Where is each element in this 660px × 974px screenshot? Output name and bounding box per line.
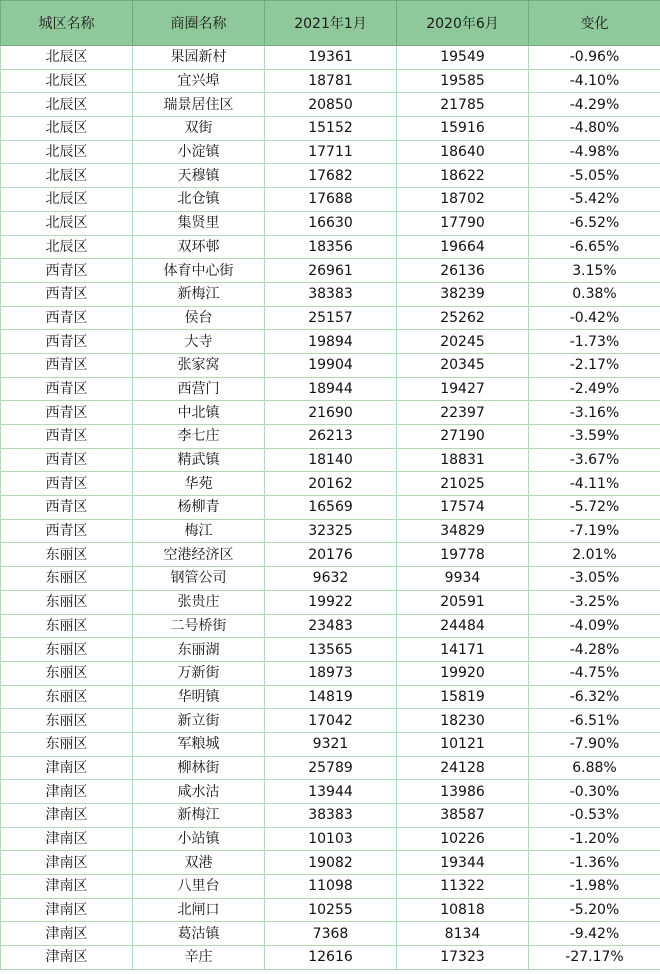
table-header bbox=[1, 1, 660, 46]
table-row bbox=[1, 756, 660, 780]
table-row bbox=[1, 804, 660, 828]
cell-2020-jun: 17790 bbox=[397, 211, 529, 235]
cell-2020-jun: 21785 bbox=[397, 93, 529, 117]
cell-business-area: 侯台 bbox=[133, 306, 265, 330]
cell-district: 西青区 bbox=[1, 353, 133, 377]
cell-business-area: 李七庄 bbox=[133, 425, 265, 449]
cell-business-area: 张家窝 bbox=[133, 353, 265, 377]
cell-business-area: 柳林街 bbox=[133, 756, 265, 780]
cell-district: 北辰区 bbox=[1, 93, 133, 117]
cell-district: 北辰区 bbox=[1, 117, 133, 141]
cell-business-area: 华苑 bbox=[133, 472, 265, 496]
cell-business-area: 双港 bbox=[133, 851, 265, 875]
header-row bbox=[1, 1, 660, 46]
cell-2021-jan: 25157 bbox=[265, 306, 397, 330]
header-2021-jan: 2021年1月 bbox=[265, 1, 397, 46]
cell-business-area: 辛庄 bbox=[133, 946, 265, 970]
cell-change: -0.30% bbox=[529, 780, 660, 804]
cell-2021-jan: 26961 bbox=[265, 259, 397, 283]
cell-2020-jun: 19585 bbox=[397, 69, 529, 93]
cell-business-area: 西营门 bbox=[133, 377, 265, 401]
cell-2020-jun: 14171 bbox=[397, 638, 529, 662]
cell-change: -4.11% bbox=[529, 472, 660, 496]
table-row bbox=[1, 496, 660, 520]
table-row bbox=[1, 448, 660, 472]
cell-change: -4.75% bbox=[529, 661, 660, 685]
cell-business-area: 葛沽镇 bbox=[133, 922, 265, 946]
cell-district: 北辰区 bbox=[1, 69, 133, 93]
cell-2020-jun: 27190 bbox=[397, 425, 529, 449]
cell-2020-jun: 10818 bbox=[397, 898, 529, 922]
cell-2021-jan: 15152 bbox=[265, 117, 397, 141]
cell-district: 北辰区 bbox=[1, 140, 133, 164]
cell-business-area: 咸水沽 bbox=[133, 780, 265, 804]
cell-2020-jun: 26136 bbox=[397, 259, 529, 283]
cell-change: -3.25% bbox=[529, 590, 660, 614]
table-row bbox=[1, 235, 660, 259]
cell-2021-jan: 25789 bbox=[265, 756, 397, 780]
cell-2020-jun: 18622 bbox=[397, 164, 529, 188]
cell-change: 2.01% bbox=[529, 543, 660, 567]
cell-2021-jan: 23483 bbox=[265, 614, 397, 638]
cell-change: -4.80% bbox=[529, 117, 660, 141]
cell-change: -27.17% bbox=[529, 946, 660, 970]
cell-district: 北辰区 bbox=[1, 164, 133, 188]
cell-change: -6.52% bbox=[529, 211, 660, 235]
table-row bbox=[1, 590, 660, 614]
cell-2021-jan: 38383 bbox=[265, 282, 397, 306]
cell-change: -7.90% bbox=[529, 732, 660, 756]
table-row bbox=[1, 922, 660, 946]
cell-change: -0.96% bbox=[529, 46, 660, 70]
cell-district: 津南区 bbox=[1, 804, 133, 828]
cell-district: 西青区 bbox=[1, 330, 133, 354]
cell-district: 津南区 bbox=[1, 827, 133, 851]
cell-2021-jan: 9321 bbox=[265, 732, 397, 756]
cell-2020-jun: 21025 bbox=[397, 472, 529, 496]
table-row bbox=[1, 827, 660, 851]
cell-business-area: 新梅江 bbox=[133, 804, 265, 828]
cell-2021-jan: 17688 bbox=[265, 188, 397, 212]
cell-business-area: 八里台 bbox=[133, 875, 265, 899]
cell-business-area: 华明镇 bbox=[133, 685, 265, 709]
cell-business-area: 果园新村 bbox=[133, 46, 265, 70]
cell-district: 西青区 bbox=[1, 472, 133, 496]
cell-2021-jan: 19361 bbox=[265, 46, 397, 70]
cell-2021-jan: 7368 bbox=[265, 922, 397, 946]
table-row bbox=[1, 330, 660, 354]
cell-2020-jun: 19549 bbox=[397, 46, 529, 70]
cell-business-area: 体育中心街 bbox=[133, 259, 265, 283]
cell-2021-jan: 13565 bbox=[265, 638, 397, 662]
cell-2020-jun: 19778 bbox=[397, 543, 529, 567]
cell-district: 北辰区 bbox=[1, 188, 133, 212]
cell-2020-jun: 25262 bbox=[397, 306, 529, 330]
table-row bbox=[1, 519, 660, 543]
cell-2020-jun: 17574 bbox=[397, 496, 529, 520]
table-row bbox=[1, 164, 660, 188]
cell-change: -3.59% bbox=[529, 425, 660, 449]
cell-district: 西青区 bbox=[1, 282, 133, 306]
cell-2020-jun: 24484 bbox=[397, 614, 529, 638]
cell-business-area: 大寺 bbox=[133, 330, 265, 354]
cell-district: 津南区 bbox=[1, 898, 133, 922]
table-row bbox=[1, 472, 660, 496]
cell-2020-jun: 18702 bbox=[397, 188, 529, 212]
cell-change: -2.49% bbox=[529, 377, 660, 401]
cell-2021-jan: 21690 bbox=[265, 401, 397, 425]
cell-change: -9.42% bbox=[529, 922, 660, 946]
cell-business-area: 北仓镇 bbox=[133, 188, 265, 212]
cell-district: 津南区 bbox=[1, 756, 133, 780]
cell-district: 东丽区 bbox=[1, 567, 133, 591]
table-row bbox=[1, 898, 660, 922]
cell-change: -7.19% bbox=[529, 519, 660, 543]
cell-business-area: 张贵庄 bbox=[133, 590, 265, 614]
cell-2021-jan: 18973 bbox=[265, 661, 397, 685]
cell-district: 东丽区 bbox=[1, 543, 133, 567]
cell-2021-jan: 13944 bbox=[265, 780, 397, 804]
cell-business-area: 宜兴埠 bbox=[133, 69, 265, 93]
cell-change: -5.42% bbox=[529, 188, 660, 212]
cell-2021-jan: 20176 bbox=[265, 543, 397, 567]
cell-2020-jun: 19920 bbox=[397, 661, 529, 685]
cell-business-area: 新立街 bbox=[133, 709, 265, 733]
cell-district: 东丽区 bbox=[1, 614, 133, 638]
cell-business-area: 小淀镇 bbox=[133, 140, 265, 164]
cell-2021-jan: 20162 bbox=[265, 472, 397, 496]
table-row bbox=[1, 46, 660, 70]
cell-business-area: 万新街 bbox=[133, 661, 265, 685]
cell-change: -4.09% bbox=[529, 614, 660, 638]
cell-district: 西青区 bbox=[1, 519, 133, 543]
cell-2020-jun: 18230 bbox=[397, 709, 529, 733]
cell-district: 东丽区 bbox=[1, 732, 133, 756]
cell-district: 西青区 bbox=[1, 496, 133, 520]
cell-district: 津南区 bbox=[1, 922, 133, 946]
cell-change: -4.10% bbox=[529, 69, 660, 93]
cell-business-area: 杨柳青 bbox=[133, 496, 265, 520]
cell-change: -1.20% bbox=[529, 827, 660, 851]
cell-change: -6.51% bbox=[529, 709, 660, 733]
cell-2020-jun: 20345 bbox=[397, 353, 529, 377]
cell-district: 东丽区 bbox=[1, 709, 133, 733]
cell-change: -0.53% bbox=[529, 804, 660, 828]
cell-district: 津南区 bbox=[1, 780, 133, 804]
table-row bbox=[1, 282, 660, 306]
table-row bbox=[1, 851, 660, 875]
cell-2021-jan: 17711 bbox=[265, 140, 397, 164]
cell-district: 津南区 bbox=[1, 875, 133, 899]
cell-business-area: 瑞景居住区 bbox=[133, 93, 265, 117]
table-row bbox=[1, 117, 660, 141]
table-row bbox=[1, 69, 660, 93]
cell-change: 6.88% bbox=[529, 756, 660, 780]
cell-change: -1.73% bbox=[529, 330, 660, 354]
cell-change: -0.42% bbox=[529, 306, 660, 330]
cell-2021-jan: 26213 bbox=[265, 425, 397, 449]
cell-district: 西青区 bbox=[1, 448, 133, 472]
table-row bbox=[1, 614, 660, 638]
cell-2021-jan: 38383 bbox=[265, 804, 397, 828]
cell-2021-jan: 19904 bbox=[265, 353, 397, 377]
cell-2021-jan: 18356 bbox=[265, 235, 397, 259]
cell-2021-jan: 16630 bbox=[265, 211, 397, 235]
cell-2020-jun: 19664 bbox=[397, 235, 529, 259]
cell-district: 西青区 bbox=[1, 377, 133, 401]
cell-change: -5.05% bbox=[529, 164, 660, 188]
cell-change: 3.15% bbox=[529, 259, 660, 283]
cell-2021-jan: 19922 bbox=[265, 590, 397, 614]
cell-business-area: 精武镇 bbox=[133, 448, 265, 472]
cell-business-area: 双环邨 bbox=[133, 235, 265, 259]
cell-2020-jun: 22397 bbox=[397, 401, 529, 425]
cell-district: 东丽区 bbox=[1, 661, 133, 685]
cell-2020-jun: 11322 bbox=[397, 875, 529, 899]
cell-change: -4.29% bbox=[529, 93, 660, 117]
cell-change: -4.28% bbox=[529, 638, 660, 662]
cell-district: 东丽区 bbox=[1, 685, 133, 709]
table-body bbox=[1, 46, 660, 970]
cell-district: 西青区 bbox=[1, 425, 133, 449]
table-row bbox=[1, 259, 660, 283]
header-district: 城区名称 bbox=[1, 1, 133, 46]
cell-2020-jun: 20245 bbox=[397, 330, 529, 354]
cell-2021-jan: 18781 bbox=[265, 69, 397, 93]
cell-2020-jun: 18640 bbox=[397, 140, 529, 164]
cell-business-area: 军粮城 bbox=[133, 732, 265, 756]
cell-business-area: 东丽湖 bbox=[133, 638, 265, 662]
cell-change: -3.16% bbox=[529, 401, 660, 425]
table-row bbox=[1, 93, 660, 117]
cell-2021-jan: 17042 bbox=[265, 709, 397, 733]
table-row bbox=[1, 780, 660, 804]
cell-2020-jun: 20591 bbox=[397, 590, 529, 614]
cell-district: 西青区 bbox=[1, 306, 133, 330]
cell-2020-jun: 10121 bbox=[397, 732, 529, 756]
table-row bbox=[1, 543, 660, 567]
cell-business-area: 北闸口 bbox=[133, 898, 265, 922]
cell-change: -4.98% bbox=[529, 140, 660, 164]
cell-change: -5.72% bbox=[529, 496, 660, 520]
cell-2020-jun: 24128 bbox=[397, 756, 529, 780]
cell-2020-jun: 10226 bbox=[397, 827, 529, 851]
cell-change: 0.38% bbox=[529, 282, 660, 306]
cell-change: -2.17% bbox=[529, 353, 660, 377]
cell-district: 津南区 bbox=[1, 946, 133, 970]
table-row bbox=[1, 661, 660, 685]
cell-district: 西青区 bbox=[1, 259, 133, 283]
cell-business-area: 空港经济区 bbox=[133, 543, 265, 567]
cell-2020-jun: 17323 bbox=[397, 946, 529, 970]
cell-business-area: 小站镇 bbox=[133, 827, 265, 851]
header-business-area: 商圈名称 bbox=[133, 1, 265, 46]
cell-district: 东丽区 bbox=[1, 590, 133, 614]
cell-district: 西青区 bbox=[1, 401, 133, 425]
table-row bbox=[1, 140, 660, 164]
cell-business-area: 双街 bbox=[133, 117, 265, 141]
cell-2021-jan: 9632 bbox=[265, 567, 397, 591]
header-2020-jun: 2020年6月 bbox=[397, 1, 529, 46]
cell-2020-jun: 8134 bbox=[397, 922, 529, 946]
cell-2021-jan: 16569 bbox=[265, 496, 397, 520]
header-change: 变化 bbox=[529, 1, 660, 46]
cell-change: -3.05% bbox=[529, 567, 660, 591]
cell-2020-jun: 38239 bbox=[397, 282, 529, 306]
cell-2021-jan: 10103 bbox=[265, 827, 397, 851]
cell-2020-jun: 18831 bbox=[397, 448, 529, 472]
cell-2021-jan: 19894 bbox=[265, 330, 397, 354]
cell-change: -6.32% bbox=[529, 685, 660, 709]
table-row bbox=[1, 377, 660, 401]
table-row bbox=[1, 709, 660, 733]
cell-2020-jun: 38587 bbox=[397, 804, 529, 828]
cell-district: 北辰区 bbox=[1, 235, 133, 259]
cell-change: -1.98% bbox=[529, 875, 660, 899]
cell-change: -3.67% bbox=[529, 448, 660, 472]
cell-2020-jun: 19344 bbox=[397, 851, 529, 875]
table-row bbox=[1, 306, 660, 330]
cell-change: -6.65% bbox=[529, 235, 660, 259]
cell-2020-jun: 13986 bbox=[397, 780, 529, 804]
cell-change: -5.20% bbox=[529, 898, 660, 922]
cell-2020-jun: 15819 bbox=[397, 685, 529, 709]
cell-business-area: 梅江 bbox=[133, 519, 265, 543]
table-row bbox=[1, 685, 660, 709]
table-row bbox=[1, 638, 660, 662]
cell-2021-jan: 18944 bbox=[265, 377, 397, 401]
table-row bbox=[1, 946, 660, 970]
cell-district: 东丽区 bbox=[1, 638, 133, 662]
table-row bbox=[1, 567, 660, 591]
cell-2021-jan: 20850 bbox=[265, 93, 397, 117]
cell-2021-jan: 10255 bbox=[265, 898, 397, 922]
cell-2020-jun: 15916 bbox=[397, 117, 529, 141]
table-row bbox=[1, 732, 660, 756]
cell-business-area: 钢管公司 bbox=[133, 567, 265, 591]
cell-2021-jan: 32325 bbox=[265, 519, 397, 543]
cell-2020-jun: 19427 bbox=[397, 377, 529, 401]
cell-business-area: 新梅江 bbox=[133, 282, 265, 306]
cell-2021-jan: 17682 bbox=[265, 164, 397, 188]
cell-2020-jun: 9934 bbox=[397, 567, 529, 591]
cell-change: -1.36% bbox=[529, 851, 660, 875]
cell-business-area: 天穆镇 bbox=[133, 164, 265, 188]
table-row bbox=[1, 875, 660, 899]
cell-2021-jan: 12616 bbox=[265, 946, 397, 970]
table-row bbox=[1, 353, 660, 377]
table-row bbox=[1, 211, 660, 235]
cell-district: 津南区 bbox=[1, 851, 133, 875]
cell-business-area: 集贤里 bbox=[133, 211, 265, 235]
cell-2021-jan: 18140 bbox=[265, 448, 397, 472]
cell-district: 北辰区 bbox=[1, 211, 133, 235]
table-row bbox=[1, 401, 660, 425]
cell-2021-jan: 19082 bbox=[265, 851, 397, 875]
cell-business-area: 二号桥街 bbox=[133, 614, 265, 638]
table-row bbox=[1, 425, 660, 449]
cell-2021-jan: 11098 bbox=[265, 875, 397, 899]
cell-2020-jun: 34829 bbox=[397, 519, 529, 543]
cell-2021-jan: 14819 bbox=[265, 685, 397, 709]
cell-district: 北辰区 bbox=[1, 46, 133, 70]
table-row bbox=[1, 188, 660, 212]
cell-business-area: 中北镇 bbox=[133, 401, 265, 425]
